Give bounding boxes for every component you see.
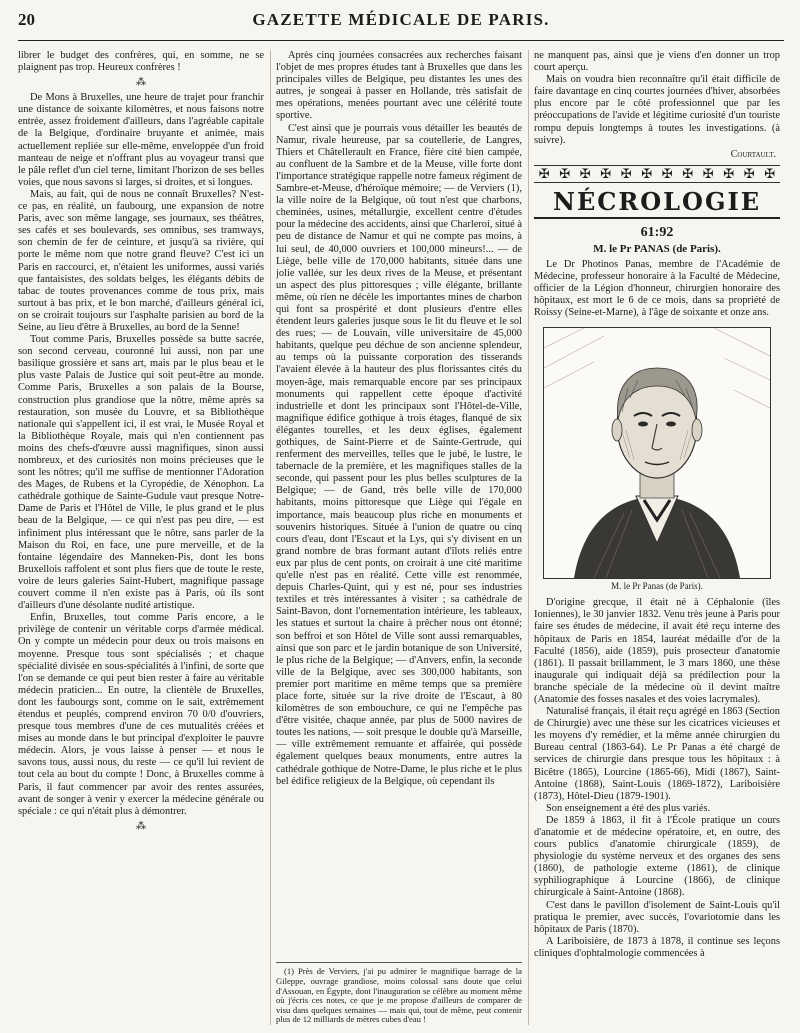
paragraph: De Mons à Bruxelles, une heure de trajet pour franchir une distance de soixante kilomètres, et nous faisons notre entrée, assez froidement d'ailleurs, dans l'agréable capitale de la Belgique, d'ordinaire bruyante et animée, mais actuellement repliée sur elle-même, enveloppée d'un froid manteau de neige et n'offrant plus au voyageur transi que le pâle reflet d'un ciel terne, limitant l'horizon de ses belles voies, que nous savons si larges, si droites, et si longues.	[18, 92, 264, 188]
paragraph: Naturalisé français, il était reçu agrégé en 1863 (Section de Chirurgie) avec une thèse sur les cicatrices vicieuses et les moyens d'y remédier, et la même année chirurgien du Bureau central (1863-64). Le Pr Panas a été chargé de services de chirurgie dans presque tous les hôpitaux : à Bicêtre (1865), Lourcine (1865-66), Midi (1867), Saint-Antoine (1868), Saint-Louis (1869-1872), Lariboisière (1873), Hôtel-Dieu (1879-1901).	[534, 706, 780, 802]
ornamental-border	[534, 165, 780, 183]
cross-ornament-icon: ✠	[538, 165, 550, 181]
paragraph: Le Dr Photinos Panas, membre de l'Académie de Médecine, professeur honoraire à la Faculté de Médecine, officier de la Légion d'honneur, chirurgien honoraire des hôpitaux, est mort le 6 de ce mois, dans sa propriété de Roissy (Seine-et-Marne), à l'âge de soixante et onze ans.	[534, 258, 780, 319]
portrait-caption: M. le Pr Panas (de Paris).	[611, 581, 703, 592]
newspaper-page	[18, 10, 784, 1025]
paragraph: Après cinq journées consacrées aux recherches faisant l'objet de mes propres études tant à Bruxelles que dans les principales villes de Belgique, peu distantes les unes des autres, je songeai à passer en Hollande, très satisfait de mes opérations, menées pourtant avec une célérité toute sportive.	[276, 50, 522, 122]
page-number: 20	[18, 10, 35, 29]
paragraph: librer le budget des confrères, qui, en somme, ne se plaignent pas trop. Heureux confrères !	[18, 50, 264, 74]
paragraph: ne manquent pas, ainsi que je viens d'en donner un trop court aperçu.	[534, 50, 780, 74]
cross-ornament-icon: ✠	[723, 165, 735, 181]
column-divider	[528, 50, 529, 1025]
section-title: NÉCROLOGIE	[534, 187, 780, 219]
section-separator: ⁂	[136, 77, 146, 89]
column-2	[276, 50, 522, 1025]
cross-ornament-icon: ✠	[702, 165, 714, 181]
paragraph: Tout comme Paris, Bruxelles possède sa butte sacrée, son second cerveau, couronné lui aussi, non par une basilique grossière et sans art, mais par le plus beau et le plus vaste Palais de Justice qui soit peut-être au monde. Comme Paris, Bruxelles a son palais de la Bourse, construction plus grandiose que la nôtre, même après sa restauration, son musée du Louvre, et sa Bibliothèque nationale qui s'appellent ici, il est vrai, le Musée Royal et la Bibliothèque Royale, mais qui n'en contiennent pas moins des chefs-d'œuvre aussi magnifiques, sinon aussi nombreux, et des curiosités non moins précieuses que le sont les nôtres; qu'il me suffise de mentionner l'Adoration des Mages, de Rubens et la Cyropédie, de Xénophon. La cathédrale gothique de Sainte-Gudule vaut presque Notre-Dame de Paris et l'Hôtel de Ville, le plus grand et le plus beau de la Belgique, — ce qui n'est pas peu dire, — est infiniment plus intéressant que le nôtre, sans parler de la Maison du Roi, en face, une pure merveille, et de la fontaine légendaire des Manneken-Pis, dont les bons Bruxellois raffolent et sont plus fiers que de toute le reste, voire de leurs galeries Saint-Hubert, magnifique passage couvert comme il n'en existe pas à Paris, où ils sont d'ailleurs d'une désolante nudité artistique.	[18, 334, 264, 612]
cross-ornament-icon: ✠	[641, 165, 653, 181]
portrait-image	[543, 327, 771, 579]
section-separator: ⁂	[136, 820, 146, 832]
page-header	[18, 10, 784, 41]
paragraph: C'est ainsi que je pourrais vous détailler les beautés de Namur, rivale heureuse, par sa coutellerie, de Langres, Thiers et Châtellerault en France, fière cité bien campée, au confluent de la Sambre et de la Meuse, ville forte dont l'importance stratégique rappelle notre fameux régiment de Sambre-et-Meuse, d'héroïque mémoire; — de Verviers (1), la ville noire de la Belgique, où tout n'est que charbons, cheminées, usines, métallurgie, excellent centre d'études pour la médecine des accidents, ainsi que Charleroi, situé à peu de distance de Namur et qui ne compte pas moins, à lui seul, de 40,000 ouvriers et 100,000 mineurs!... — de Liège, belle ville de 170,000 habitants, située dans une jolie vallée, sur les deux rives de la Meuse, et présentant un aspect des plus pittoresques ; ville élégante, brillante même, où rien ne décèle les importantes mines de charbon qui font sa prospérité et dont plusieurs d'entre elles étendent leurs galeries jusque sous le lit du fleuve et le sol des rues; — de Louvain, ville universitaire de 45,000 habitants, quelque peu déchue de son ancienne splendeur, au temps où la puissante corporation des tisserands l'avaient élevée à la hauteur des plus florissantes cités du moyen-âge, mais remarquable encore par ses principaux monuments qui rappellent cette époque d'activité industrielle et dont les principaux sont l'Hôtel-de-Ville, magnifique édifice gothique à trois étages, flanqué de six élégantes tourelles, et les deux églises, également gothiques, de Saint-Pierre et de Sainte-Gertrude, qui renferment des merveilles, telles que le jubé, le lustre, le tabernacle de la première, et les magnifiques stalles de la seconde, qui passent pour les plus belles sculptures de la Belgique; — de Gand, très belle ville de 170,000 habitants, moins pittoresque que Liège qui l'égale en importance, mais beaucoup plus riche en monuments et souvenirs historiques. Située à l'union de quatre ou cinq cours d'eau, dont l'Escaut et la Lys, qui s'y divisent en un grand nombre de bras formant autant d'îlots reliés entre eux par plus de cent ponts, on croirait à une cité maritime qu'elle n'est pas en réalité. Cette ville est renommée, depuis Charles-Quint, qui y est né, pour ses industries textiles et très intéressantes à visiter ; sa cathédrale de Saint-Bavon, dont l'ornementation intérieure, les tableaux, les statues et surtout la chaire à prêcher nous ont étonné; son beffroi et son Hôtel de Ville sont aussi remarquables, ainsi que son parc et le jardin botanique de son Université, le plus riche de la Belgique; — d'Anvers, enfin, la seconde ville de la Belgique, avec ses 300,000 habitants, son premier port maritime en même temps que sa première place forte, située sur la rive droite de l'Escaut, à 80 kilomètres de son embouchure, ce qui ne l'empêche pas d'être visitée, chaque année, par plus de 5000 navires de toutes les nations, — soit presque le double qu'à Marseille, — ville extrêmement remuante et affairée, qui possède également quelques beaux monuments, entre autres la cathédrale gothique de Notre-Dame, le plus riche et le plus bel édifice religieux de la Belgique, où cependant ils	[276, 122, 522, 787]
column-divider	[270, 50, 271, 1025]
cross-ornament-icon: ✠	[743, 165, 755, 181]
footnote-text: (1) Près de Verviers, j'ai pu admirer le magnifique barrage de la Gileppe, ouvrage grandiose, moins colossal sans doute que celui d'Assouan, en Égypte, dont l'inauguration se célèbre au moment même où j'écris ces notes, ce que je me propose d'ailleurs de comparer de visu dans quelques semaines — mais qui, tout de même, peut contenir plus de 12 milliards de mètres cubes d'eau !	[276, 966, 522, 1025]
cross-ornament-icon: ✠	[620, 165, 632, 181]
cross-ornament-icon: ✠	[661, 165, 673, 181]
column-3	[534, 50, 780, 1025]
cross-ornament-icon: ✠	[559, 165, 571, 181]
column-1	[18, 50, 264, 1025]
paragraph: Mais, au fait, qui de nous ne connaît Bruxelles? N'est-ce pas, en réalité, un faubourg, une expansion de notre Paris, avec son même langage, ses journaux, ses théâtres, ses cafés et ses boulevards, ses omnibus, ses tramways, son chemin de fer de ceinture, et jusqu'à sa rivière, qui porte le même nom que notre grand fleuve? C'est ici un Paris en raccourci, et, n'étaient les uniformes, aussi variés que fantaisistes, des soldats belges, les élégants débits de tabac de toutes provenances comme de tous prix, mais surtout à bas prix, et le bon marché, d'ailleurs général ici, on se croirait toujours sur l'asphalte parisien au bord de la Seine, au lieu d'être à Bruxelles, au bord de la Senne!	[18, 188, 264, 333]
paragraph: A Lariboisière, de 1873 à 1878, il continue ses leçons cliniques d'ophtalmologie commencées à	[534, 935, 780, 959]
paragraph: D'origine grecque, il était né à Céphalonie (îles Ioniennes), le 30 janvier 1832. Venu très jeune à Paris pour faire ses études de médecine, il avait été reçu interne des hôpitaux de Paris en 1854, lauréat médaille d'or de la Faculté (1856), aide (1859), puis prosecteur d'anatomie (1861). Il passait brillamment, le 3 mars 1860, une thèse inaugurale qui indiquait déjà sa prédilection pour la branche spéciale de la médecine où il devint maître (Anatomie des fosses nasales et des voies lacrymales).	[534, 597, 780, 705]
cross-ornament-icon: ✠	[682, 165, 694, 181]
author-signature: Courtault.	[730, 148, 776, 160]
paragraph: C'est dans le pavillon d'isolement de Saint-Louis qu'il pratiqua le premier, avec succès, l'ovariotomie dans les hôpitaux de Paris (1870).	[534, 899, 780, 935]
paragraph: De 1859 à 1863, il fit à l'École pratique un cours d'anatomie et de médecine opératoire, et, en outre, des cours publics d'anatomie chirurgicale (1859), de physiologie du système nerveux et des organes des sens (1860), de pathologie externe (1861), de clinique syphiliographique à Lourcine (1866), de clinique chirurgicale à Saint-Antoine (1868).	[534, 814, 780, 899]
cross-ornament-icon: ✠	[579, 165, 591, 181]
paragraph: Son enseignement a été des plus variés.	[546, 802, 711, 814]
entry-number: 61:92	[640, 224, 674, 240]
cross-ornament-icon: ✠	[600, 165, 612, 181]
footnote	[276, 962, 522, 1025]
entry-name: M. le Pr PANAS (de Paris).	[593, 242, 721, 255]
columns	[18, 50, 784, 1025]
journal-title: GAZETTE MÉDICALE DE PARIS.	[252, 10, 550, 29]
paragraph: Enfin, Bruxelles, tout comme Paris encore, a le privilège de contenir un véritable corps d'armée médical. On y compte un médecin pour deux ou trois maisons en moyenne. Presque tous sont spécialisés ; et chaque spécialité divisée en sous-spécialités à l'infini, de sorte que l'on se demande ce qui peut bien rester à faire au véritable médecin praticien... En outre, la clientèle de Bruxelles, dont les faubourgs sont, comme on le sait, extrêmement étendus et peuplés, comprend environ 70 0/0 d'ouvriers, presque tous membres d'une de ces mutualités créées et mises au monde dans le but principal d'exploiter le pauvre médecin. Alors, je vous laisse à penser — et nous le savons tous, aussi nous, du reste — ce qu'il lui revient de tout cela au bout du compte ! Donc, à Bruxelles comme à Paris, il faut commencer par avoir des rentes assurées, avant de songer à venir y exercer la médecine générale ou spéciale : ce qui n'était plus à démontrer.	[18, 612, 264, 817]
portrait-engraving	[544, 328, 770, 578]
paragraph: Mais on voudra bien reconnaître qu'il était difficile de faire davantage en cinq courtes journées d'hiver, absorbées plus encore par le côté professionnel que par les préoccupations de l'avide et légitime curiosité d'un touriste rompu depuis longtemps à toutes les investigations. (à suivre).	[534, 74, 780, 146]
cross-ornament-icon: ✠	[764, 165, 776, 181]
